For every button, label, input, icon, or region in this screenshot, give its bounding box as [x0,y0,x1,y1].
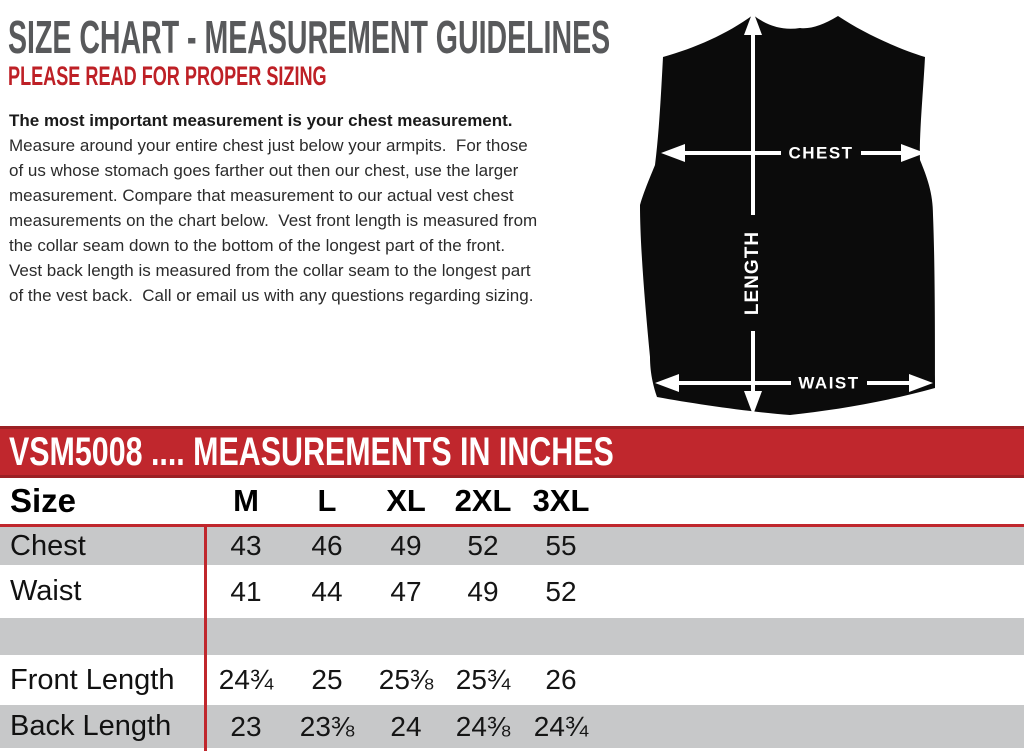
row-label: Chest [10,529,86,562]
table-row-back-length [0,705,1024,748]
table-cell: 23 [230,710,262,742]
table-cell: 25⅜ [378,664,434,695]
column-header-2xl: 2XL [454,483,512,518]
chest-label: CHEST [788,143,854,163]
table-header-row [0,478,1024,527]
page-subtitle [8,63,484,90]
table-red-divider-line [204,527,207,751]
table-cell: 24⅜ [455,710,511,742]
intro-line: Vest back length is measured from the collar seam to the longest part [9,261,531,280]
column-header-m: M [233,483,259,518]
length-label: LENGTH [742,230,764,316]
column-header-xl: XL [386,483,426,518]
table-cell: 24¾ [218,664,274,695]
table-cell: 52 [545,575,577,607]
table-cell: 26 [545,664,577,695]
measurements-banner-text: VSM5008 .... MEASUREMENTS IN INCHES [9,429,614,474]
intro-paragraph [9,108,537,308]
table-cell: 55 [545,530,577,561]
table-cell: 44 [311,575,343,607]
vest-silhouette [640,15,935,415]
table-row-waist [0,565,1024,618]
row-label: Front Length [10,663,175,696]
size-table [0,478,1024,751]
page-subtitle-text: PLEASE READ FOR PROPER SIZING [8,61,327,91]
intro-line: of the vest back. Call or email us with any questions regarding sizing. [9,286,534,305]
column-header-3xl: 3XL [532,483,590,518]
row-label: Back Length [10,710,172,742]
intro-line: measurement. Compare that measurement to our actual vest chest [9,186,514,205]
vest-measurement-diagram [623,3,943,421]
table-cell: 52 [467,530,499,561]
table-cell: 49 [467,575,499,607]
vest-silhouette-graphic [623,3,943,421]
table-cell: 43 [230,530,262,561]
table-cell: 24 [390,710,422,742]
intro-line: The most important measurement is your chest measurement. [9,111,513,130]
table-cell: 25 [311,664,343,695]
page-title-text: SIZE CHART - MEASUREMENT GUIDELINES [8,11,611,63]
measurements-banner [0,426,1024,478]
row-label: Waist [10,575,82,607]
table-cell: 24¾ [533,710,589,742]
table-row-chest [0,527,1024,565]
waist-label: WAIST [798,373,860,393]
table-cell: 49 [390,530,422,561]
table-cell: 25¾ [455,664,511,695]
intro-line: Measure around your entire chest just below your armpits. For those [9,136,528,155]
column-header-l: L [317,483,337,518]
size-column-header: Size [10,482,77,519]
table-cell: 47 [390,575,422,607]
intro-line: the collar seam down to the bottom of the longest part of the front. [9,236,506,255]
intro-line: of us whose stomach goes farther out then our chest, use the larger [9,161,519,180]
table-cell: 46 [311,530,343,561]
table-row-front-length [0,655,1024,705]
intro-line: measurements on the chart below. Vest front length is measured from [9,211,538,230]
table-spacer-band [0,618,1024,655]
table-cell: 23⅜ [299,710,355,742]
table-cell: 41 [230,575,262,607]
